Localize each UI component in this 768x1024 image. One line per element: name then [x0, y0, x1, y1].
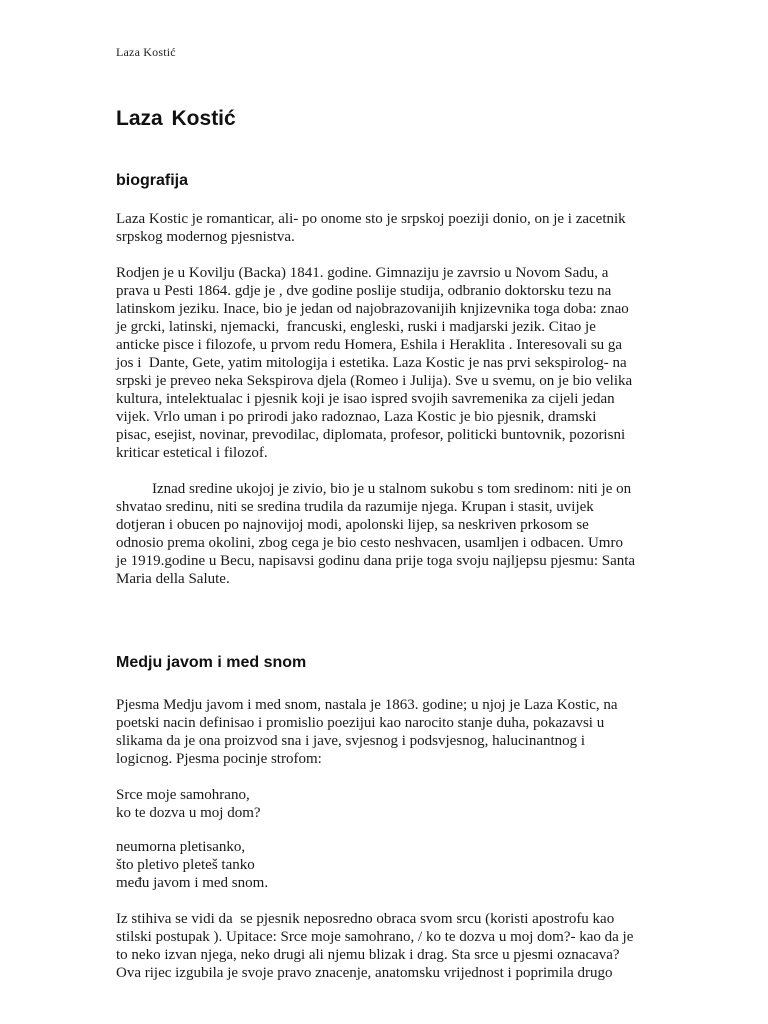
document-title: Laza Kostić	[116, 107, 236, 130]
text-line: prava u Pesti 1864. gdje je , dve godine poslije studija, odbranio doktorsku tezu na	[116, 283, 612, 299]
paragraph-analysis	[116, 910, 656, 982]
text-line: Pjesma Medju javom i med snom, nastala je 1863. godine; u njoj je Laza Kostic, na	[116, 697, 618, 713]
section-heading-biografija: biografija	[116, 172, 189, 189]
text-line: latinskom jeziku. Inace, bio je jedan od najobrazovanijih knjizevnika toga doba: znao	[116, 301, 629, 317]
text-line: vijek. Vrlo uman i po prirodi jako radoznao, Laza Kostic je bio pjesnik, dramski	[116, 409, 597, 425]
text-line: Maria della Salute.	[116, 571, 230, 587]
running-header: Laza Kostić	[116, 45, 176, 59]
section-heading-medju-javom: Medju javom i med snom	[116, 654, 307, 671]
text-line: kriticar estetical i filozof.	[116, 445, 268, 461]
text-line: anticke pisce i filozofe, u prvom redu Homera, Eshila i Heraklita . Interesovali su ga	[116, 337, 623, 353]
text-line: Iz stihiva se vidi da se pjesnik neposredno obraca svom srcu (koristi apostrofu kao	[116, 911, 615, 927]
text-line: je 1919.godine u Becu, napisavsi godinu dana prije toga svoju najljepsu pjesmu: Santa	[116, 553, 636, 569]
text-line: Ova rijec izgubila je svoje pravo znacenje, anatomsku vrijednost i poprimila drugo	[116, 965, 613, 981]
text-line: pisac, esejist, novinar, prevodilac, diplomata, profesor, politicki buntovnik, pozorisni	[116, 427, 626, 443]
text-line: srpskog modernog pjesnistva.	[116, 229, 295, 245]
text-line: logicnog. Pjesma pocinje strofom:	[116, 751, 322, 767]
text-line: kultura, intelektualac i pjesnik koji je isao ispred svojih savremenika za cijeli jedan	[116, 391, 615, 407]
paragraph-biography	[116, 264, 656, 462]
text-line: shvatao sredinu, niti se sredina trudila da razumije njega. Krupan i stasit, uvijek	[116, 499, 594, 515]
verse-line: među javom i med snom.	[116, 875, 269, 891]
paragraph-poem-intro	[116, 696, 656, 768]
verse-line: Srce moje samohrano,	[116, 787, 250, 803]
verse-line: ko te dozva u moj dom?	[116, 805, 261, 821]
verse-line: neumorna pletisanko,	[116, 839, 246, 855]
text-line: Rodjen je u Kovilju (Backa) 1841. godine. Gimnaziju je zavrsio u Novom Sadu, a	[116, 265, 609, 281]
paragraph-character	[116, 480, 656, 588]
text-line: poetski nacin definisao i promislio poezijui kao narocito stanje duha, pokazavsi u	[116, 715, 605, 731]
text-line: jos i Dante, Gete, yatim mitologija i estetika. Laza Kostic je nas prvi sekspirolog- na	[116, 355, 627, 371]
text-line-content: Iznad sredine ukojoj je zivio, bio je u stalnom sukobu s tom sredinom: niti je on	[152, 481, 632, 497]
text-line: je grcki, latinski, njemacki, francuski, engleski, ruski i madjarski jezik. Citao je	[116, 319, 596, 335]
text-line: Laza Kostic je romanticar, ali- po onome sto je srpskoj poeziji donio, on je i zacetnik	[116, 211, 626, 227]
text-line: slikama da je ona proizvod sna i jave, svjesnog i podsvjesnog, halucinantnog i	[116, 733, 586, 749]
paragraph-intro	[116, 210, 656, 246]
text-line: to neko izvan njega, neko drugi ali njemu blizak i drag. Sta srce u pjesmi oznacava?	[116, 947, 620, 963]
text-line	[116, 480, 656, 498]
text-line: odnosio prema okolini, zbog cega je bio cesto neshvacen, usamljen i odbacen. Umro	[116, 535, 623, 551]
text-line: srpski je preveo neka Sekspirova djela (Romeo i Julija). Sve u svemu, on je bio velika	[116, 373, 633, 389]
verse-line: što pletivo pleteš tanko	[116, 857, 255, 873]
poem-verse-2	[116, 838, 656, 892]
text-line: stilski postupak ). Upitace: Srce moje samohrano, / ko te dozva u moj dom?- kao da je	[116, 929, 634, 945]
text-line: dotjeran i obucen po najnovijoj modi, apolonski lijep, sa neskriven prkosom se	[116, 517, 589, 533]
poem-verse-1	[116, 786, 656, 822]
